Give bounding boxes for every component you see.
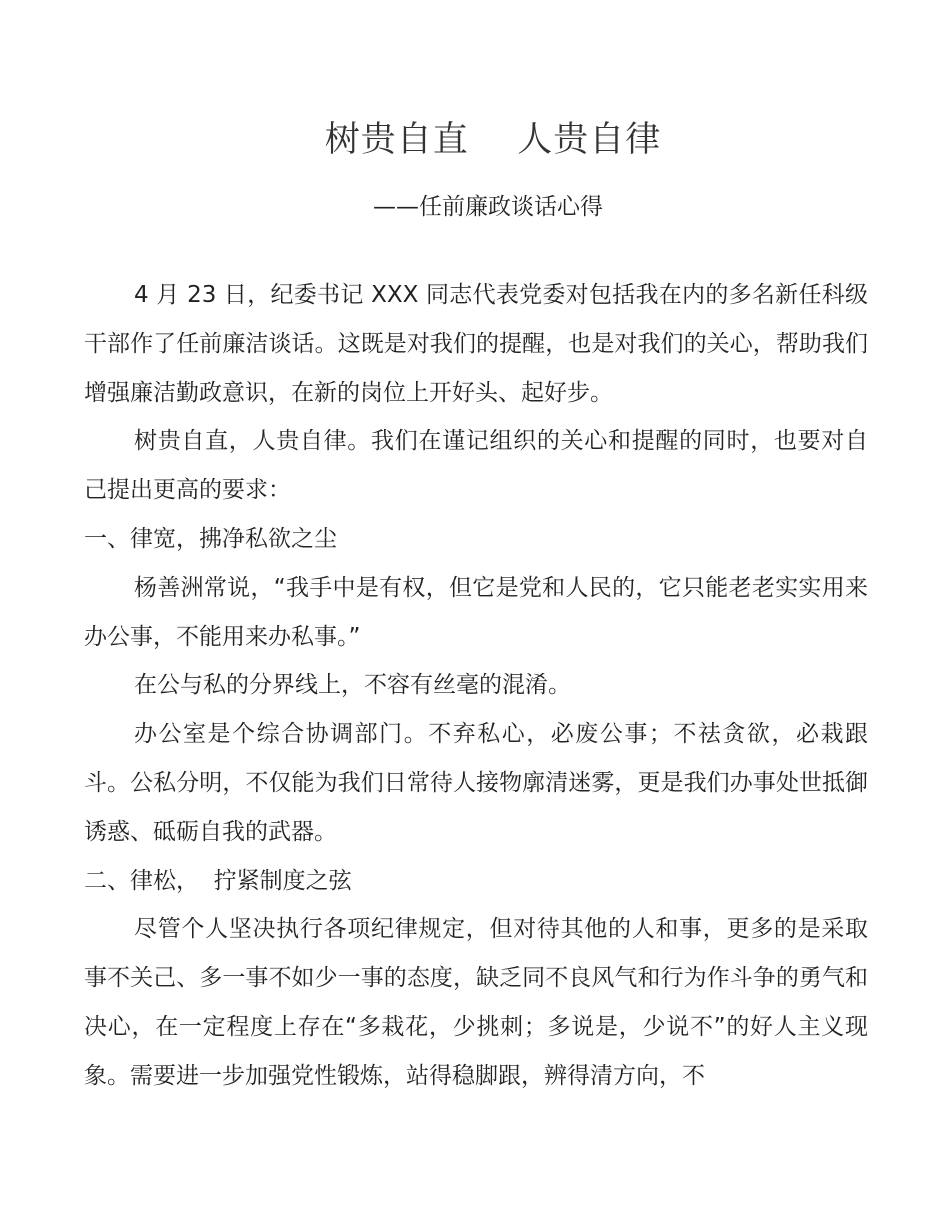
document-subtitle: ——任前廉政谈话心得: [373, 194, 603, 220]
document-body: [84, 271, 868, 1101]
section-heading-1: 一、律宽，拂净私欲之尘: [84, 525, 337, 552]
paragraph-office: 办公室是个综合协调部门。不弃私心，必废公事；不祛贪欲，必栽跟斗。公私分明，不仅能为我们日常待人接物廓清迷雾，更是我们办事处世抵御诱惑、砥砺自我的武器。: [84, 721, 868, 845]
document-title: 树贵自直 人贵自律: [324, 120, 662, 160]
paragraph-intro: 4 月 23 日，纪委书记 XXX 同志代表党委对包括我在内的多名新任科级干部作了任前廉洁谈话。这既是对我们的提醒，也是对我们的关心，帮助我们增强廉洁勤政意识，在新的岗位上开好头、起好步。: [84, 282, 868, 406]
paragraph-public-private: 在公与私的分界线上，不容有丝毫的混淆。: [134, 672, 571, 699]
paragraph-quote: 杨善洲常说，“我手中是有权，但它是党和人民的，它只能老老实实用来办公事，不能用来办私事。”: [84, 574, 868, 650]
paragraph-self-discipline: 树贵自直，人贵自律。我们在谨记组织的关心和提醒的同时，也要对自己提出更高的要求：: [84, 428, 868, 504]
section-heading-2: 二、律松， 拧紧制度之弦: [84, 867, 352, 894]
paragraph-rules: 尽管个人坚决执行各项纪律规定，但对待其他的人和事，更多的是采取事不关己、多一事不如少一事的态度，缺乏同不良风气和行为作斗争的勇气和决心，在一定程度上存在“多栽花，少挑刺；多说是，少说不”的好人主义现象。需要进一步加强党性锻炼，站得稳脚跟，辨得清方向，不: [84, 916, 868, 1089]
